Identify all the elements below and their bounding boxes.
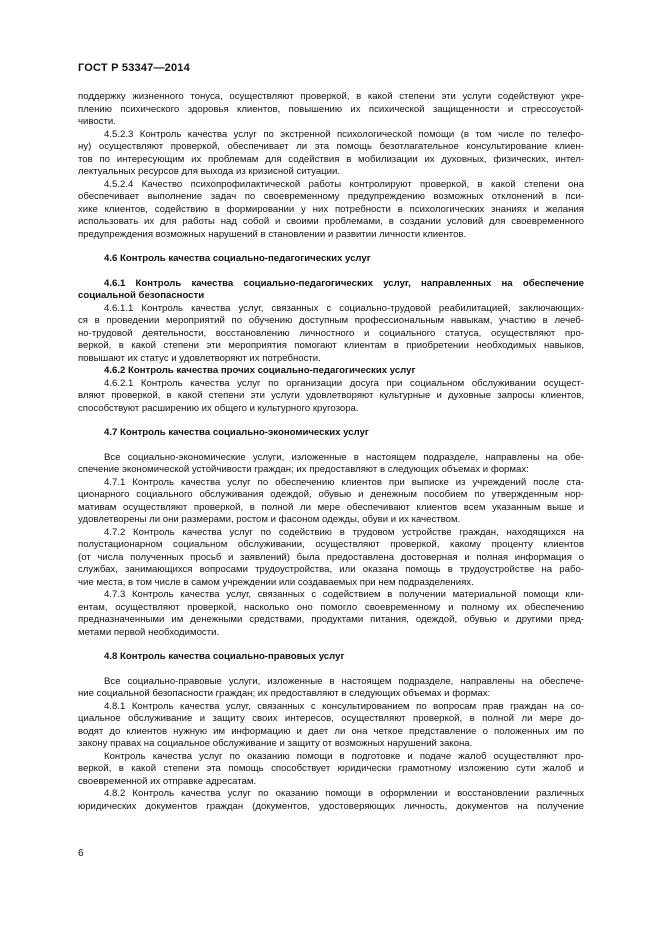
section-heading	[78, 253, 584, 266]
text-line: 4.7.1 Контроль качества услуг по обеспечению клиентов при выписке из учреждений после ста-	[104, 476, 584, 488]
text-line: ся в проведении мероприятий по обучению доступным профессиональным навыкам, участию в лечеб-	[78, 315, 584, 326]
paragraph	[78, 303, 584, 366]
text-line: 4.5.2.4 Качество психопрофилактической работы контролируют проверкой, в какой степени она	[104, 178, 584, 190]
text-line: тов по интересующим их проблемам для содействия в мобилизации их духовных, физических, интел-	[78, 153, 584, 165]
text-line: чивости.	[78, 116, 116, 127]
block-spacer	[78, 664, 584, 676]
section-heading	[78, 278, 584, 303]
paragraph	[78, 452, 584, 477]
text-line: удовлетворены ли они размерами, ростом и фасоном одежды, обуви и их качеством.	[78, 514, 461, 525]
text-line: хике клиентов, содействию в формировании у них потребности в психологических знаниях и желания	[78, 203, 584, 215]
heading-line: 4.7 Контроль качества социально-экономических услуг	[104, 427, 369, 438]
text-line: своевременной их отправке адресатам.	[78, 775, 257, 787]
text-line: 4.8.2 Контроль качества услуг по оказанию помощи в оформлении и восстановлении различных	[104, 788, 584, 799]
paragraph	[78, 589, 584, 639]
text-line: закону правах на социальное обслуживание и защиту от возможных нарушений закона.	[78, 738, 473, 749]
heading-line: 4.6 Контроль качества социально-педагогических услуг	[104, 253, 371, 264]
paragraph	[78, 179, 584, 242]
paragraph	[78, 751, 584, 789]
paragraph	[78, 91, 584, 129]
block-spacer	[78, 415, 584, 427]
section-heading	[78, 651, 584, 664]
heading-line: 4.6.1 Контроль качества социально-педагогических услуг, направленных на обеспечение	[104, 277, 584, 289]
text-line: поддержку жизненного тонуса, осуществляют проверкой, в какой степени эти услуги содействуют укре-	[78, 91, 584, 102]
text-line: плению психического здоровья клиентов, повышению их психической защищенности и стрессоустой-	[78, 103, 584, 115]
heading-line: 4.8 Контроль качества социально-правовых услуг	[104, 651, 345, 662]
paragraph	[78, 527, 584, 590]
text-line: чие места, в том числе в самом учреждении или создаваемых при нем подразделениях.	[78, 576, 474, 588]
text-line: предупреждения возможных нарушений в становлении и развитии личности клиентов.	[78, 228, 467, 240]
text-line: 4.6.2.1 Контроль качества услуг по организации досуга при социальном обслуживании осущест-	[104, 377, 584, 389]
text-line: веркой, в какой степени эти мероприятия помогают клиентам в приобретении необходимых навыков,	[78, 340, 584, 351]
text-line: 4.8.1 Контроль качества услуг, связанных с консультированием по вопросам прав граждан на со-	[104, 700, 584, 712]
text-line: службах, занимающихся вопросами трудоустройства, или оказана помощь в трудоустройстве на рабо-	[78, 564, 584, 575]
block-spacer	[78, 266, 584, 278]
document-body	[78, 91, 584, 813]
text-line: обеспечивает выполнение задач по своевременному предупреждению возможных отклонений в пси-	[78, 191, 584, 202]
block-spacer	[78, 639, 584, 651]
text-line: ционарного социального обслуживания одеждой, обувью и денежным пособием по утвержденным нор-	[78, 489, 584, 500]
text-line: способствуют расширению их общего и культурного кругозора.	[78, 402, 359, 414]
text-line: водят до клиентов нужную им информацию и дает ли она четкое представление о положенных им по	[78, 725, 584, 737]
text-line: лектуальных ресурсов для выхода из кризисной ситуации.	[78, 166, 341, 177]
text-line: Все социально-экономические услуги, изложенные в настоящем подразделе, направлены на обе-	[104, 451, 584, 463]
text-line: спечение экономической устойчивости граждан; их предоставляют в следующих объемах и формах:	[78, 464, 529, 475]
section-heading	[78, 365, 584, 378]
paragraph	[78, 378, 584, 416]
document-header: ГОСТ Р 53347—2014	[78, 62, 190, 74]
text-line: ну) осуществляют проверкой, обеспечивает ли эта помощь безотлагательное консультирование клиен-	[78, 141, 584, 152]
text-line: юридических документов граждан (документов, удостоверяющих личность, документов на получение	[78, 800, 584, 812]
paragraph	[78, 701, 584, 751]
text-line: ние социальной безопасности граждан; их предоставляют в следующих объемах и формах:	[78, 688, 491, 699]
page-number: 6	[78, 848, 84, 859]
heading-line: 4.6.2 Контроль качества прочих социально-педагогических услуг	[104, 365, 416, 376]
section-heading	[78, 427, 584, 440]
text-line: использовать их для работы над собой и своими проблемами, в создании условий для своевременного	[78, 216, 584, 227]
text-line: Контроль качества услуг по оказанию помощи в подготовке и подаче жалоб осуществляют про-	[104, 750, 584, 762]
text-line: предназначенными им денежными средствами, продуктами питания, одеждой, обувью и другими пред-	[78, 614, 584, 625]
text-line: Все социально-правовые услуги, изложенные в настоящем подразделе, направлены на обеспече-	[104, 675, 584, 687]
text-line: (от числа полученных просьб и заявлений) была предоставлена достоверная и полная информация о	[78, 551, 584, 563]
text-line: повышают их статус и удовлетворяют их потребности.	[78, 352, 321, 364]
text-line: полустационарном социальном обслуживании, осуществляют проверкой, какому проценту клиентов	[78, 539, 584, 550]
paragraph	[78, 129, 584, 179]
paragraph	[78, 788, 584, 813]
block-spacer	[78, 241, 584, 253]
text-line: метами первой необходимости.	[78, 626, 220, 638]
heading-line: социальной безопасности	[78, 290, 205, 301]
text-line: ентам, осуществляют проверкой, насколько оно помогло своевременному и полному их обеспечению	[78, 601, 584, 613]
text-line: веркой, в какой степени эта помощь способствует юридически грамотному изложению сути жалоб и	[78, 763, 584, 774]
text-line: мативам осуществляют проверкой, в полной ли мере обеспечивают клиентов всем указанным выше и	[78, 501, 584, 513]
text-line: 4.7.2 Контроль качества услуг по содействию в трудовом устройстве граждан, находящихся на	[104, 526, 584, 538]
block-spacer	[78, 440, 584, 452]
text-line: 4.5.2.3 Контроль качества услуг по экстренной психологической помощи (в том числе по телефо-	[104, 128, 584, 140]
text-line: 4.6.1.1 Контроль качества услуг, связанных с социально-трудовой реабилитацией, заключающих-	[104, 302, 584, 314]
paragraph	[78, 477, 584, 527]
text-line: но-трудовой деятельности, восстановлению личностного и социального статуса, осуществляют про-	[78, 327, 584, 339]
text-line: циальное обслуживание и защиту своих интересов, осуществляют проверкой, в полной ли мере до-	[78, 713, 584, 724]
text-line: 4.7.3 Контроль качества услуг, связанных с содействием в получении материальной помощи кли-	[104, 589, 584, 600]
text-line: вляют проверкой, в какой степени эти услуги удовлетворяют культурные и духовные запросы клиентов,	[78, 390, 584, 401]
paragraph	[78, 676, 584, 701]
